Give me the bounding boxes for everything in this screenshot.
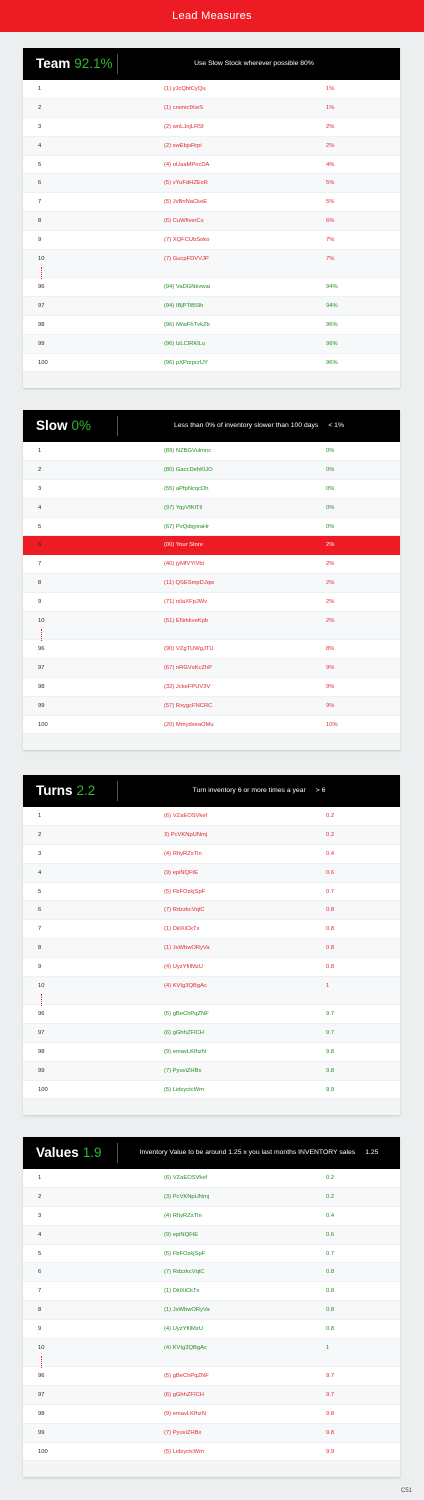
store-name-cell: (5) vYuFdHZExR [164,180,208,187]
rank-cell: 9 [38,237,42,244]
rank-cell: 96 [38,284,45,291]
table-row[interactable] [23,883,400,902]
card-description [118,1137,400,1169]
store-name-cell: (9) emavLKfhzN [164,1410,206,1417]
value-cell: 0.4 [326,1212,335,1219]
table-row[interactable] [23,231,400,250]
store-name-cell: (4) RItyRZsTln [164,850,202,857]
rank-cell: 5 [38,888,42,895]
store-name-cell: (67) nRGVsKcZhP [164,664,212,671]
store-name-cell: (5) JvBnNaCkeE [164,199,208,206]
table-row[interactable] [23,1386,400,1405]
table-row[interactable] [23,1320,400,1339]
rank-cell: 8 [38,945,42,952]
rank-cell: 6 [38,180,42,187]
value-cell: 96% [326,359,338,366]
rank-cell: 98 [38,683,45,690]
store-name-cell: (7) PyuviZHBx [164,1067,202,1074]
table-row[interactable] [23,1226,400,1245]
table-row[interactable] [23,697,400,716]
value-cell: 5% [326,180,335,187]
turns-card-title [36,775,95,807]
rank-cell: 7 [38,199,42,206]
card-score: 0% [71,418,92,433]
value-cell: 9% [326,664,335,671]
value-cell: 1 [326,983,330,990]
value-cell: 2% [326,142,335,149]
store-name-cell: (7) GucpFDVVJP [164,256,209,263]
table-row[interactable] [23,499,400,518]
value-cell: 8% [326,646,335,653]
rank-cell: 10 [38,256,45,263]
store-name-cell: (4) oUaaMPncDA [164,161,210,168]
store-name-cell: (11) QSESmpDJqw [164,580,215,587]
store-name-cell: (89) NZBGVulmnc [164,448,212,454]
card-description [118,48,400,80]
store-name-cell: (5) LidsyctcWm [164,1448,204,1455]
rank-cell: 96 [38,1373,45,1380]
rank-cell: 99 [38,1067,45,1074]
table-row[interactable] [23,461,400,480]
rank-cell: 1 [38,448,42,454]
store-name-cell: (9) epiNQFtE [164,1231,199,1238]
store-name-cell: (00) Your Store [164,542,203,549]
value-cell: 9.7 [326,1391,335,1398]
table-row[interactable] [23,939,400,958]
store-name-cell: (2) wnLJojLRSf [164,123,204,130]
rank-cell: 98 [38,1048,45,1055]
value-cell: 2% [326,561,335,568]
value-cell: 0.8 [326,1326,335,1333]
rank-cell: 7 [38,1288,42,1295]
card-description-text: Inventory Value to be around 1.25 x you last months INVENTORY sales [139,1149,356,1156]
rank-cell: 99 [38,702,45,709]
store-name-cell: (5) gBeChPqZNF [164,1373,209,1380]
store-name-cell: (9) emavLKfhzN [164,1048,206,1055]
store-name-cell: (3) PcVKNpUNmj [164,1193,210,1200]
table-row[interactable] [23,901,400,920]
slow-card-title [36,410,91,442]
store-name-cell: (6) VZaEOSVkef [164,813,208,819]
value-cell: 9.8 [326,1048,335,1055]
value-cell: 7% [326,237,335,244]
rank-cell: 9 [38,964,42,971]
store-name-cell: (4) UyzYfiIMzU [164,1326,203,1333]
rank-cell: 6 [38,542,42,549]
store-name-cell: (51) ENrkkveKpb [164,618,209,625]
table-row[interactable] [23,593,400,612]
table-row[interactable] [23,1282,400,1301]
store-name-cell: (1) yJcQbtCyQu [164,86,206,92]
table-row[interactable] [23,977,400,1005]
card-score: 1.9 [82,1145,102,1160]
store-name-cell: (7) RdzzkcVqtC [164,1269,205,1276]
store-name-cell: (90) VZgTUWgJTU [164,646,214,653]
page-title: Lead Measures [172,10,252,22]
value-cell: 9% [326,702,335,709]
rank-cell: 7 [38,926,42,933]
table-row[interactable] [23,1043,400,1062]
store-name-cell: 3) PcVKNpUNmj [164,831,208,838]
value-cell: 0% [326,485,335,492]
rank-cell: 96 [38,1011,45,1018]
rank-cell: 99 [38,340,45,347]
store-name-cell: (7) XQFCUbSoko [164,237,210,244]
store-name-cell: (55) aPfpNcqcDh [164,485,209,492]
card-description-text: Less than 0% of inventory slower than 100 days [173,422,319,429]
table-row[interactable] [23,640,400,659]
table-row[interactable] [23,716,400,735]
value-cell: 9.7 [326,1373,335,1380]
store-name-cell: (5) FbFOzkjSpF [164,1250,206,1257]
team-card-header [23,48,400,80]
rank-cell: 1 [38,813,42,819]
value-cell: 0.6 [326,869,335,876]
value-cell: 5% [326,199,335,206]
table-row[interactable] [23,1263,400,1282]
rank-cell: 98 [38,1410,45,1417]
value-cell: 4% [326,161,335,168]
table-row[interactable] [23,442,400,461]
table-row[interactable] [23,1245,400,1264]
store-name-cell: (4) RItyRZsTln [164,1212,202,1219]
value-cell: 96% [326,340,338,347]
rank-cell: 8 [38,580,42,587]
card-description [118,410,400,442]
store-name-cell: (4) UyzYfiIMzU [164,964,203,971]
store-name-cell: (1) DiilXiCkTx [164,926,200,933]
value-cell: 0.6 [326,1231,335,1238]
card-footer [23,1461,400,1477]
table-row[interactable] [23,659,400,678]
store-name-cell: (4) KVIg3QBgAc [164,983,207,990]
turns-ranking-list [23,807,400,1099]
rank-cell: 5 [38,161,42,168]
rank-cell: 2 [38,831,42,838]
value-cell: 0.2 [326,1193,335,1200]
card-footer [23,372,400,388]
table-row[interactable] [23,1405,400,1424]
table-row[interactable] [23,335,400,354]
slow-ranking-list [23,442,400,734]
values-card-title [36,1137,102,1169]
values-card-header [23,1137,400,1169]
rank-cell: 10 [38,1345,45,1352]
rank-cell: 6 [38,1269,42,1276]
table-row[interactable] [23,212,400,231]
rank-cell: 8 [38,1307,42,1314]
rank-cell: 9 [38,1326,42,1333]
slow-card [23,410,400,750]
value-cell: 0.8 [326,964,335,971]
value-cell: 0.8 [326,1269,335,1276]
store-name-cell: (57) RxygcFNCRC [164,702,213,709]
rank-cell: 9 [38,599,42,606]
page-header [0,0,424,32]
value-cell: 94% [326,302,338,309]
rank-cell: 99 [38,1429,45,1436]
team-card [23,48,400,388]
table-row[interactable] [23,1367,400,1386]
value-cell: 9.8 [326,1410,335,1417]
rank-cell: 2 [38,1193,42,1200]
card-label: Values [36,1145,79,1160]
table-row[interactable] [23,1024,400,1043]
table-row[interactable] [23,920,400,939]
team-ranking-list [23,80,400,372]
page-number: C51 [400,1488,412,1494]
rank-cell: 10 [38,618,45,625]
store-name-cell: (1) crsmicfXwS [164,104,203,111]
rank-cell: 4 [38,504,42,511]
value-cell: 0.2 [326,831,335,838]
value-cell: 0.8 [326,1288,335,1295]
value-cell: 6% [326,218,335,225]
rank-cell: 4 [38,1231,42,1238]
table-row[interactable] [23,958,400,977]
value-cell: 0% [326,504,335,511]
value-cell: 9.9 [326,1448,335,1455]
card-footer [23,734,400,750]
value-cell: 0.2 [326,813,335,819]
rank-cell: 2 [38,104,42,111]
table-row[interactable] [23,1081,400,1100]
store-name-cell: (67) PvQdqyeaHr [164,523,210,530]
value-cell: 9.8 [326,1429,335,1436]
rank-cell: 10 [38,983,45,990]
table-row[interactable] [23,297,400,316]
rank-cell: 100 [38,1086,48,1093]
rank-cell: 4 [38,869,42,876]
rank-cell: 97 [38,1029,45,1036]
card-description-text: Turn inventory 6 or more times a year [192,787,306,794]
card-label: Slow [36,418,68,433]
store-name-cell: (96) pXPrzpcrUY [164,359,208,366]
value-cell: 1% [326,104,335,111]
table-row[interactable] [23,137,400,156]
value-cell: 1 [326,1345,330,1352]
value-cell: 7% [326,256,335,263]
card-target: > 6 [315,787,326,794]
rank-cell: 2 [38,466,42,473]
rank-cell: 97 [38,664,45,671]
rank-cell: 97 [38,302,45,309]
table-row[interactable] [23,99,400,118]
table-row[interactable] [23,278,400,297]
rank-cell: 96 [38,646,45,653]
value-cell: 0% [326,466,335,473]
store-name-cell: (6) gGhhZFICH [164,1391,204,1398]
rank-cell: 4 [38,142,42,149]
value-cell: 2% [326,618,335,625]
turns-card-header [23,775,400,807]
value-cell: 96% [326,321,338,328]
rank-cell: 3 [38,485,42,492]
value-cell: 0.8 [326,945,335,952]
table-row[interactable] [23,156,400,175]
table-row[interactable] [23,826,400,845]
table-row[interactable] [23,574,400,593]
value-cell: 2% [326,580,335,587]
table-row[interactable] [23,250,400,278]
store-name-cell: (6) gGhhZFICH [164,1029,204,1036]
value-cell: 2% [326,542,335,549]
value-cell: 10% [326,721,338,728]
rank-cell: 98 [38,321,45,328]
values-ranking-list [23,1169,400,1461]
store-name-cell: (2) swEbjsRrpi [164,142,202,149]
rank-cell: 8 [38,218,42,225]
rank-cell: 7 [38,561,42,568]
table-row[interactable] [23,518,400,537]
values-card [23,1137,400,1477]
value-cell: 9.7 [326,1029,335,1036]
table-row[interactable] [23,1062,400,1081]
table-row[interactable] [23,174,400,193]
store-name-cell: (97) YqyVfKlTll [164,504,203,511]
value-cell: 0.2 [326,1175,335,1181]
card-score: 2.2 [76,783,96,798]
rank-cell: 100 [38,359,48,366]
store-name-cell: (40) jyMfVYlVbl [164,561,204,568]
card-target: < 1% [328,422,345,429]
table-row[interactable] [23,1005,400,1024]
value-cell: 0% [326,523,335,530]
team-card-title [36,48,113,80]
store-name-cell: (96) iWwFhTvkZb [164,321,210,328]
store-name-cell: (4) KVIg3QBgAc [164,1345,207,1352]
value-cell: 0.7 [326,1250,335,1257]
store-name-cell: (96) IzLClRKILu [164,340,206,347]
store-name-cell: (32) JckeFPUV3V [164,683,211,690]
table-row[interactable] [23,807,400,826]
rank-cell: 100 [38,1448,48,1455]
rank-cell: 1 [38,1175,42,1181]
table-row[interactable] [23,1169,400,1188]
table-row[interactable] [23,612,400,640]
rank-cell: 3 [38,1212,42,1219]
rank-cell: 6 [38,907,42,914]
table-row[interactable] [23,480,400,499]
rank-cell: 5 [38,523,42,530]
value-cell: 1% [326,86,335,92]
value-cell: 9% [326,683,335,690]
rank-cell: 100 [38,721,48,728]
store-name-cell: (1) JxWbwORyVa [164,1307,210,1314]
table-row[interactable] [23,1443,400,1462]
value-cell: 0.8 [326,907,335,914]
value-cell: 2% [326,599,335,606]
store-name-cell: (6) CuWfiverCs [164,218,204,225]
table-row[interactable] [23,80,400,99]
store-name-cell: (7) PyuviZHBx [164,1429,202,1436]
value-cell: 0.8 [326,926,335,933]
store-name-cell: (94) IBjPTiBSlh [164,302,204,309]
value-cell: 9.8 [326,1067,335,1074]
store-name-cell: (6) VZaEOSVkef [164,1175,208,1181]
card-description [118,775,400,807]
table-row[interactable] [23,354,400,373]
card-label: Team [36,56,71,71]
value-cell: 0% [326,448,335,454]
value-cell: 9.7 [326,1011,335,1018]
value-cell: 0.7 [326,888,335,895]
rank-cell: 3 [38,123,42,130]
table-row[interactable] [23,1301,400,1320]
table-row[interactable] [23,1424,400,1443]
rank-cell: 3 [38,850,42,857]
value-cell: 9.9 [326,1086,335,1093]
table-row[interactable] [23,555,400,574]
value-cell: 94% [326,284,338,291]
store-name-cell: (5) FbFOzkjSpF [164,888,206,895]
rank-cell: 97 [38,1391,45,1398]
table-row[interactable] [23,678,400,697]
value-cell: 0.8 [326,1307,335,1314]
store-name-cell: (20) MmydxeaOMu [164,721,214,728]
rank-cell: 1 [38,86,42,92]
table-row[interactable] [23,864,400,883]
table-row[interactable] [23,118,400,137]
store-name-cell: (71) niIaXFpJWv [164,599,208,606]
card-label: Turns [36,783,73,798]
table-row[interactable] [23,1188,400,1207]
card-description-text: Use Slow Stock wherever possible 80% [194,60,314,67]
card-footer [23,1099,400,1115]
card-target: 1.25 [365,1149,379,1156]
slow-card-header [23,410,400,442]
table-row[interactable] [23,316,400,335]
turns-card [23,775,400,1115]
card-score: 92.1% [74,56,113,71]
store-name-cell: (80) GaccDehKUO [164,466,213,473]
table-row[interactable] [23,1207,400,1226]
store-name-cell: (5) gBeChPqZNF [164,1011,209,1018]
table-row[interactable] [23,1339,400,1367]
rank-cell: 5 [38,1250,42,1257]
store-name-cell: (7) RdzzkcVqtC [164,907,205,914]
store-name-cell: (5) LidsyctcWm [164,1086,204,1093]
your-store-row[interactable] [23,536,400,555]
store-name-cell: (1) JxWbwORyVa [164,945,210,952]
value-cell: 2% [326,123,335,130]
store-name-cell: (1) DiilXiCkTx [164,1288,200,1295]
table-row[interactable] [23,193,400,212]
store-name-cell: (94) VaDGNkvwai [164,284,210,291]
value-cell: 0.4 [326,850,335,857]
store-name-cell: (9) epiNQFtE [164,869,199,876]
table-row[interactable] [23,845,400,864]
